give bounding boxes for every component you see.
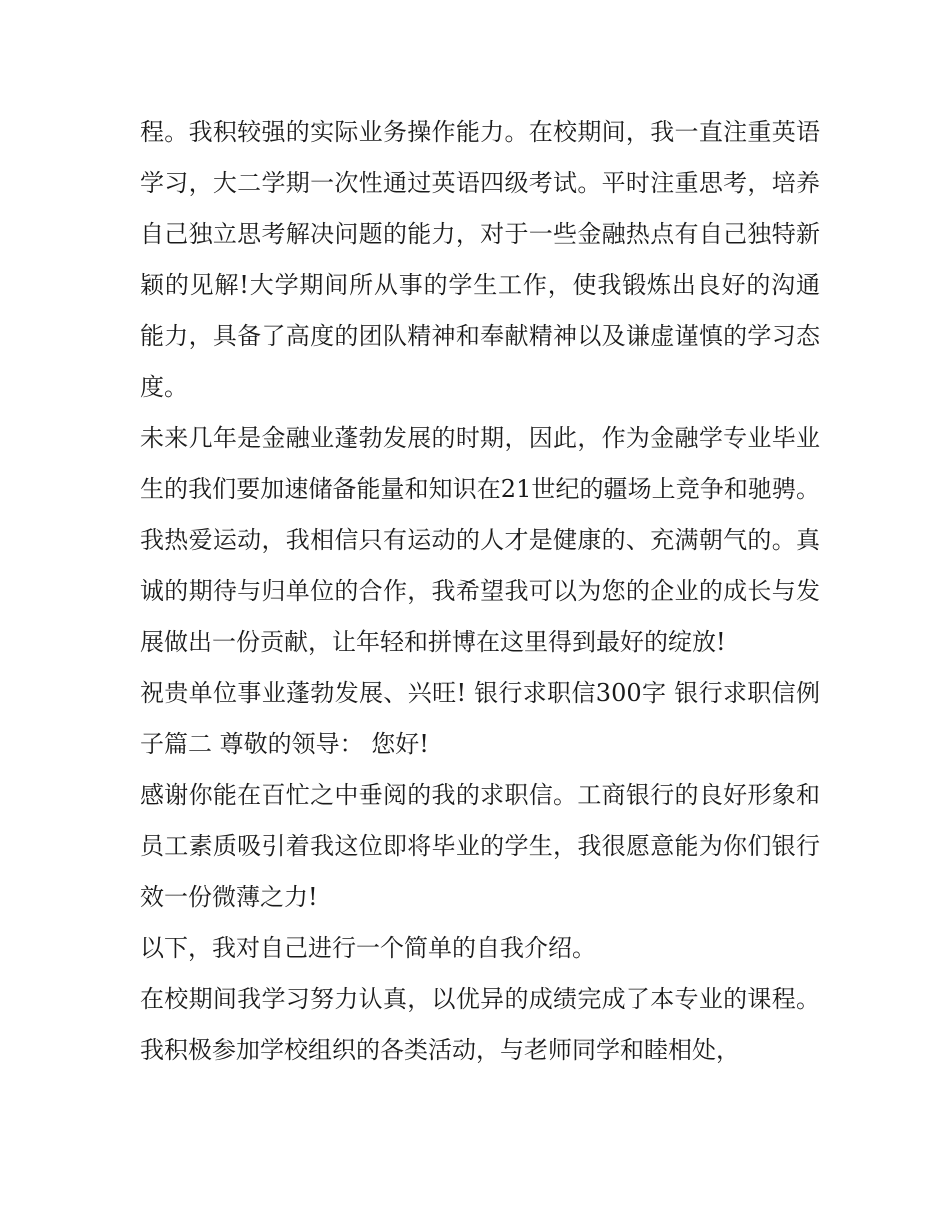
paragraph-4: 感谢你能在百忙之中垂阅的我的求职信。工商银行的良好形象和员工素质吸引着我这位即将毕业的学生，我很愿意能为你们银行效一份微薄之力! (140, 781, 820, 911)
paragraph-3: 祝贵单位事业蓬勃发展、兴旺! 银行求职信300字 银行求职信例子篇二 尊敬的领导： 您好! (140, 679, 820, 758)
paragraph-1: 程。我积较强的实际业务操作能力。在校期间，我一直注重英语学习，大二学期一次性通过英语四级考试。平时注重思考，培养自己独立思考解决问题的能力，对于一些金融热点有自己独特新颖的见解!大学期间所从事的学生工作，使我锻炼出良好的沟通能力，具备了高度的团队精神和奉献精神以及谦虚谨慎的学习态度。 (140, 118, 820, 401)
document-body (140, 107, 820, 1076)
paragraph-6: 在校期间我学习努力认真，以优异的成绩完成了本专业的课程。我积极参加学校组织的各类活动，与老师同学和睦相处， (140, 985, 820, 1064)
paragraph-5: 以下，我对自己进行一个简单的自我介绍。 (140, 934, 596, 962)
paragraph-2: 未来几年是金融业蓬勃发展的时期，因此，作为金融学专业毕业生的我们要加速储备能量和知识在21世纪的疆场上竞争和驰骋。我热爱运动，我相信只有运动的人才是健康的、充满朝气的。真诚的期待与归单位的合作，我希望我可以为您的企业的成长与发展做出一份贡献，让年轻和拼博在这里得到最好的绽放! (140, 424, 820, 656)
